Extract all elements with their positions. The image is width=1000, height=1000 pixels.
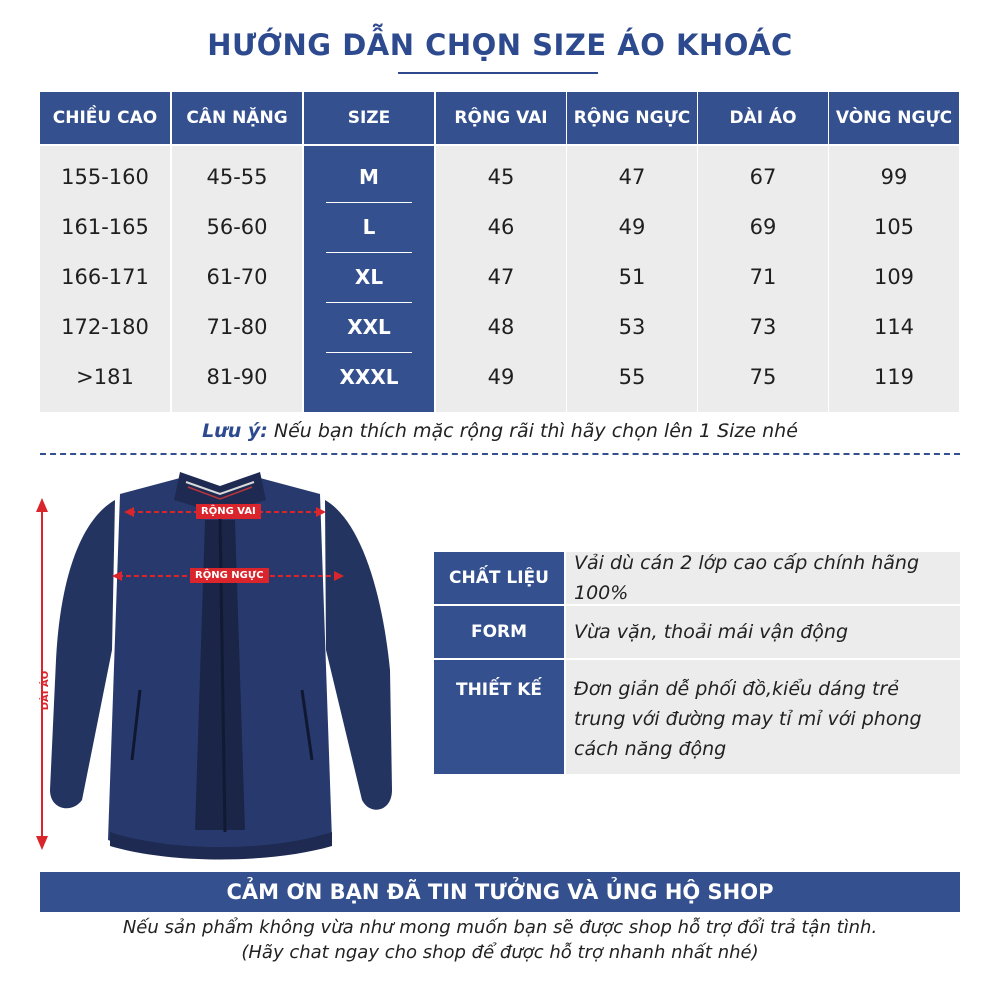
cell-shoulder: 45: [487, 165, 515, 189]
thanks-banner: CẢM ƠN BẠN ĐÃ TIN TƯỞNG VÀ ỦNG HỘ SHOP: [40, 872, 960, 912]
page-title: HƯỚNG DẪN CHỌN SIZE ÁO KHOÁC: [207, 28, 793, 62]
cell-height: 172-180: [61, 315, 149, 339]
cell-chest: 55: [618, 365, 646, 389]
column-height: [40, 146, 170, 412]
cell-bust: 119: [873, 365, 915, 389]
cell-length: 73: [749, 315, 777, 339]
cell-length: 71: [749, 265, 777, 289]
cell-length: 67: [749, 165, 777, 189]
cell-weight: 81-90: [206, 365, 268, 389]
footer-line-2: (Hãy chat ngay cho shop để được hỗ trợ nhanh nhất nhé): [241, 942, 759, 963]
spec-value-design: Đơn giản dễ phối đồ,kiểu dáng trẻ trung với đường may tỉ mỉ với phong cách năng động: [566, 660, 960, 774]
cell-height: 166-171: [61, 265, 149, 289]
cell-bust: 114: [873, 315, 915, 339]
cell-height: 161-165: [61, 215, 149, 239]
spec-label-design: THIẾT KẾ: [434, 660, 564, 774]
cell-size: L: [362, 215, 376, 239]
cell-chest: 53: [618, 315, 646, 339]
note-text: Nếu bạn thích mặc rộng rãi thì hãy chọn lên 1 Size nhé: [267, 420, 798, 442]
header-chest: RỘNG NGỰC: [567, 92, 697, 144]
cell-length: 75: [749, 365, 777, 389]
header-height: CHIỀU CAO: [40, 92, 170, 144]
size-note: [0, 420, 1000, 442]
spec-row-form: [434, 606, 960, 658]
shoulder-width-label: RỘNG VAI: [196, 504, 261, 519]
chest-width-label: RỘNG NGỰC: [190, 568, 269, 583]
note-label: Lưu ý:: [202, 420, 268, 442]
cell-shoulder: 46: [487, 215, 515, 239]
footer-line-1: Nếu sản phẩm không vừa như mong muốn bạn sẽ được shop hỗ trợ đổi trả tận tình.: [122, 917, 878, 938]
cell-chest: 47: [618, 165, 646, 189]
cell-weight: 45-55: [206, 165, 268, 189]
cell-size: XL: [354, 265, 384, 289]
cell-size: XXXL: [339, 365, 399, 389]
column-chest: [567, 146, 697, 412]
cell-bust: 99: [880, 165, 908, 189]
cell-size: XXL: [347, 315, 391, 339]
length-label: DÀI ÁO: [40, 670, 52, 710]
spec-row-design: [434, 660, 960, 774]
cell-shoulder: 49: [487, 365, 515, 389]
column-bust: [829, 146, 959, 412]
title-underline: [398, 72, 598, 74]
cell-size: M: [359, 165, 379, 189]
jacket-illustration: [20, 460, 420, 870]
header-size: SIZE: [304, 92, 434, 144]
cell-weight: 61-70: [206, 265, 268, 289]
cell-length: 69: [749, 215, 777, 239]
cell-weight: 71-80: [206, 315, 268, 339]
cell-height: 155-160: [61, 165, 149, 189]
spec-label-form: FORM: [434, 606, 564, 658]
spec-row-material: [434, 552, 960, 604]
column-size: [304, 146, 434, 412]
cell-bust: 105: [873, 215, 915, 239]
header-weight: CÂN NẶNG: [172, 92, 302, 144]
spec-value-form: Vừa vặn, thoải mái vận động: [566, 606, 960, 658]
column-shoulder: [436, 146, 566, 412]
cell-height: >181: [76, 365, 134, 389]
cell-weight: 56-60: [206, 215, 268, 239]
cell-chest: 49: [618, 215, 646, 239]
header-bust: VÒNG NGỰC: [829, 92, 959, 144]
header-shoulder: RỘNG VAI: [436, 92, 566, 144]
header-length: DÀI ÁO: [698, 92, 828, 144]
spec-label-material: CHẤT LIỆU: [434, 552, 564, 604]
cell-shoulder: 48: [487, 315, 515, 339]
jacket-diagram: [20, 460, 420, 870]
spec-value-material: Vải dù cán 2 lớp cao cấp chính hãng 100%: [566, 552, 960, 604]
cell-shoulder: 47: [487, 265, 515, 289]
column-weight: [172, 146, 302, 412]
length-label-wrap: [34, 650, 58, 730]
cell-bust: 109: [873, 265, 915, 289]
dashed-divider: [40, 453, 960, 455]
column-length: [698, 146, 828, 412]
cell-chest: 51: [618, 265, 646, 289]
